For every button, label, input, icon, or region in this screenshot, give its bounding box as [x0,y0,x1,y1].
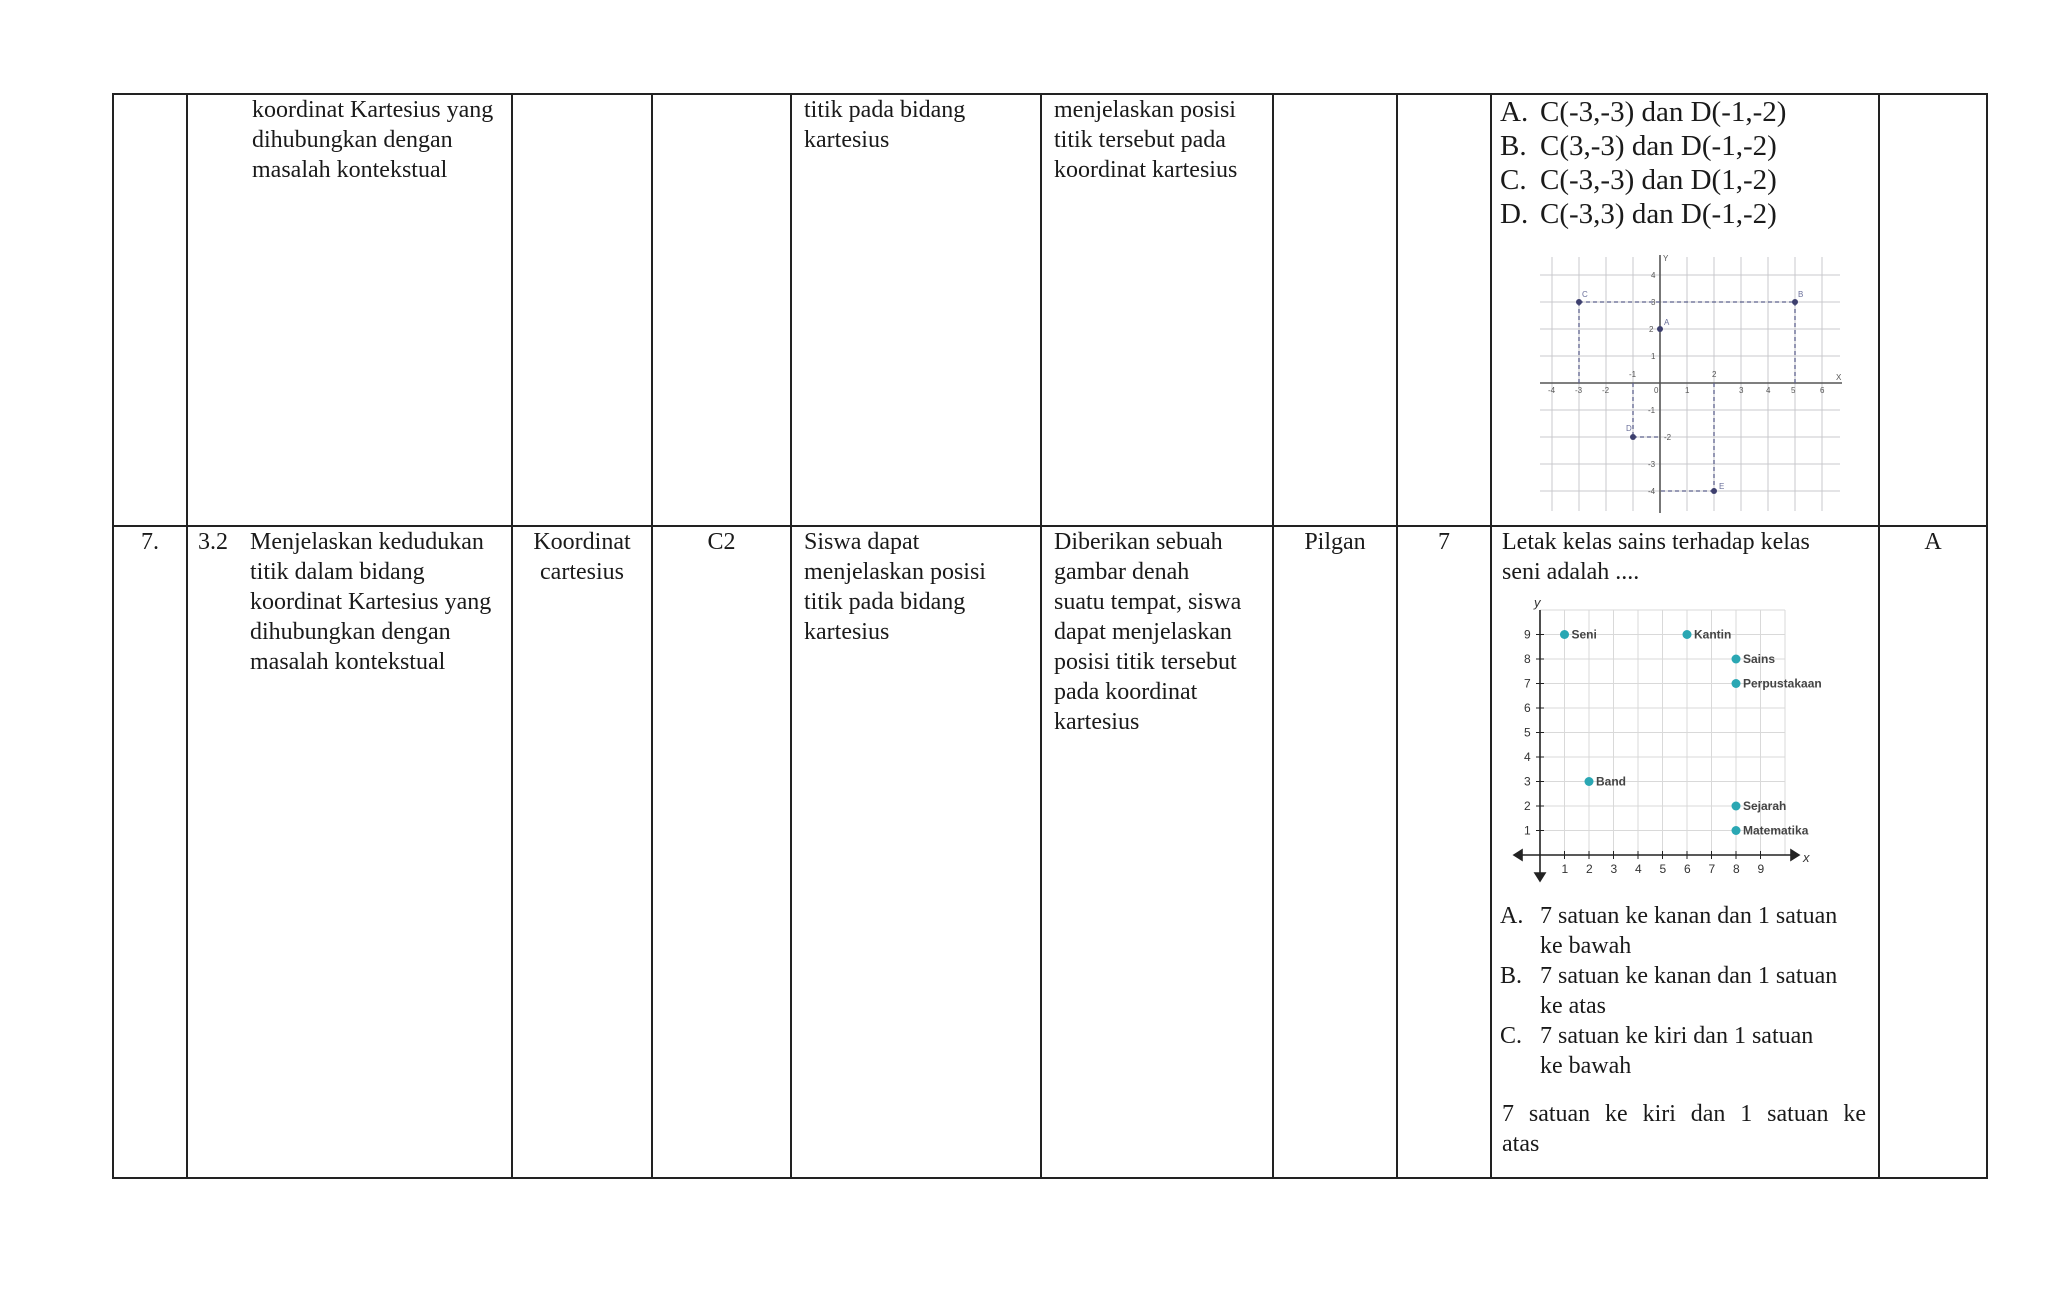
option-a: A. 7 satuan ke kanan dan 1 satuan ke bawah [1500,903,1838,959]
x-tick-label: 9 [1757,862,1765,876]
x-axis-arrow [1514,850,1522,860]
question-indicator-line: kartesius [1054,709,1140,735]
y-tick-label: 1 [1524,823,1531,838]
cell-level: C2 [652,526,791,1178]
x-tick-label: 2 [1586,862,1593,876]
map-point-label: Band [1596,774,1626,789]
question-indicator-line: Diberikan sebuah [1054,529,1223,555]
cell-question-number: 7 [1397,526,1491,1178]
cell-material [512,94,652,526]
x-tick-label: 0 [1654,386,1659,395]
x-tick-label: 1 [1561,862,1569,876]
map-point-label: Sejarah [1743,799,1787,813]
y-tick-label: -3 [1648,460,1656,469]
cell-form [1273,94,1397,526]
question-indicator-line: titik tersebut pada [1054,127,1226,153]
map-point-marker [1732,679,1741,688]
point-c-marker [1576,299,1582,305]
map-point-marker [1585,777,1594,786]
x-tick-label: 6 [1820,386,1825,395]
material-line: cartesius [540,559,624,585]
cell-indicator [791,94,1041,526]
point-b-label: B [1798,290,1804,299]
point-e-marker [1711,488,1717,494]
point-b-marker [1792,299,1798,305]
x-tick-label: -1 [1629,370,1637,379]
point-a-marker [1657,326,1663,332]
option-d: 7 satuan ke kiri dan 1 satuan ke atas [1502,1101,1866,1157]
competency-line: Menjelaskan kedudukan [250,529,484,555]
y-tick-label: 1 [1651,352,1656,361]
axis-x-label: x [1803,850,1810,865]
coordinate-plane-figure [1530,249,1850,519]
competency-line: dihubungkan dengan [252,127,453,153]
question-indicator-line: koordinat kartesius [1054,157,1238,183]
cell-level [652,94,791,526]
map-point-marker [1683,630,1692,639]
cell-competency [187,526,512,1178]
option-d: D. C(-3,3) dan D(-1,-2) [1500,198,1777,230]
competency-line: masalah kontekstual [252,157,448,183]
x-tick-label: 6 [1684,862,1691,876]
question-indicator-line: pada koordinat [1054,679,1198,705]
axis-y-label: Y [1663,254,1669,263]
cell-key: A [1879,526,1987,1178]
indicator-line: titik pada bidang [804,589,966,615]
y-tick-label: 3 [1524,774,1531,789]
option-list [1500,95,1866,231]
cell-number [113,94,187,526]
x-tick-label: 3 [1739,386,1744,395]
point-a-label: A [1664,318,1670,327]
y-tick-label: 4 [1651,271,1656,280]
indicator-line: titik pada bidang [804,97,966,123]
map-point-marker [1732,655,1741,664]
competency-line: koordinat Kartesius yang [250,589,492,615]
cell-material [512,526,652,1178]
indicator-line: kartesius [804,619,890,645]
option-a: A. C(-3,-3) dan D(-1,-2) [1500,96,1787,128]
x-tick-label: -2 [1602,386,1610,395]
x-tick-label: 8 [1733,862,1740,876]
indicator-line: menjelaskan posisi [804,559,986,585]
question-grid-table [112,93,1988,1179]
question-indicator-line: menjelaskan posisi [1054,97,1236,123]
y-tick-label: 9 [1524,627,1531,642]
y-tick-label: 7 [1524,676,1531,691]
y-tick-label: -4 [1648,487,1656,496]
y-axis-arrow [1535,873,1545,881]
y-tick-label: 6 [1524,701,1531,715]
x-tick-label: 5 [1791,386,1796,395]
cell-number: 7. [113,526,187,1178]
map-point-label: Sains [1743,652,1776,666]
competency-line: masalah kontekstual [250,649,446,675]
y-tick-label: 4 [1524,750,1531,764]
question-indicator-line: dapat menjelaskan [1054,619,1232,645]
room-map-chart [1510,595,1830,897]
map-point-label: Matematika [1743,823,1809,838]
question-line: seni adalah .... [1502,559,1640,585]
x-tick-label: 5 [1659,862,1667,876]
indicator-line: kartesius [804,127,890,153]
map-point-marker [1732,826,1741,835]
map-point-marker [1560,630,1569,639]
cell-question-indicator [1041,526,1273,1178]
x-tick-label: 1 [1685,386,1690,395]
cell-form: Pilgan [1273,526,1397,1178]
x-tick-label: 4 [1635,862,1642,876]
y-tick-label: 2 [1649,325,1654,334]
option-c: C. 7 satuan ke kiri dan 1 satuan ke bawah [1500,1023,1814,1079]
point-d-marker [1630,434,1636,440]
point-e-label: E [1719,482,1725,491]
x-tick-label: -4 [1548,386,1556,395]
map-point-marker [1732,802,1741,811]
point-c-label: C [1582,290,1588,299]
cell-key [1879,94,1987,526]
axis-x-label: X [1836,373,1842,382]
competency-line: dihubungkan dengan [250,619,451,645]
cell-question-indicator [1041,94,1273,526]
question-indicator-line: gambar denah [1054,559,1190,585]
cell-competency [187,94,512,526]
question-line: Letak kelas sains terhadap kelas [1502,529,1810,555]
question-indicator-line: posisi titik tersebut [1054,649,1237,675]
y-tick-label: 3 [1651,298,1656,307]
cell-question [1491,94,1879,526]
x-tick-label: 2 [1712,370,1717,379]
table-row-continued [113,94,1987,526]
competency-line: titik dalam bidang [250,559,425,585]
competency-line: koordinat Kartesius yang [252,97,494,123]
option-b: B. C(3,-3) dan D(-1,-2) [1500,130,1777,162]
cell-question-number [1397,94,1491,526]
axis-y-label: y [1534,595,1541,610]
y-tick-label: -2 [1664,433,1672,442]
cell-question [1491,526,1879,1178]
map-point-label: Kantin [1694,627,1732,642]
x-tick-label: 3 [1610,862,1618,876]
point-d-label: D [1626,424,1632,433]
option-c: C. C(-3,-3) dan D(1,-2) [1500,164,1777,196]
x-tick-label: -3 [1575,386,1583,395]
y-tick-label: 8 [1524,652,1531,666]
map-point-label: Perpustakaan [1743,676,1822,691]
competency-block [198,527,499,677]
indicator-line: Siswa dapat [804,529,920,555]
question-indicator-line: suatu tempat, siswa [1054,589,1242,615]
x-tick-label: 4 [1766,386,1771,395]
option-b: B. 7 satuan ke kanan dan 1 satuan ke atas [1500,963,1838,1019]
x-axis-arrow [1791,850,1799,860]
x-tick-label: 7 [1708,862,1716,876]
material-line: Koordinat [533,529,631,555]
competency-code: 3.2 [198,529,228,555]
map-point-label: Seni [1571,627,1597,642]
y-tick-label: -1 [1648,406,1656,415]
y-tick-label: 2 [1524,799,1531,813]
y-tick-label: 5 [1524,725,1531,740]
option-list [1500,901,1866,1159]
table-row-item-7 [113,526,1987,1178]
cell-indicator [791,526,1041,1178]
